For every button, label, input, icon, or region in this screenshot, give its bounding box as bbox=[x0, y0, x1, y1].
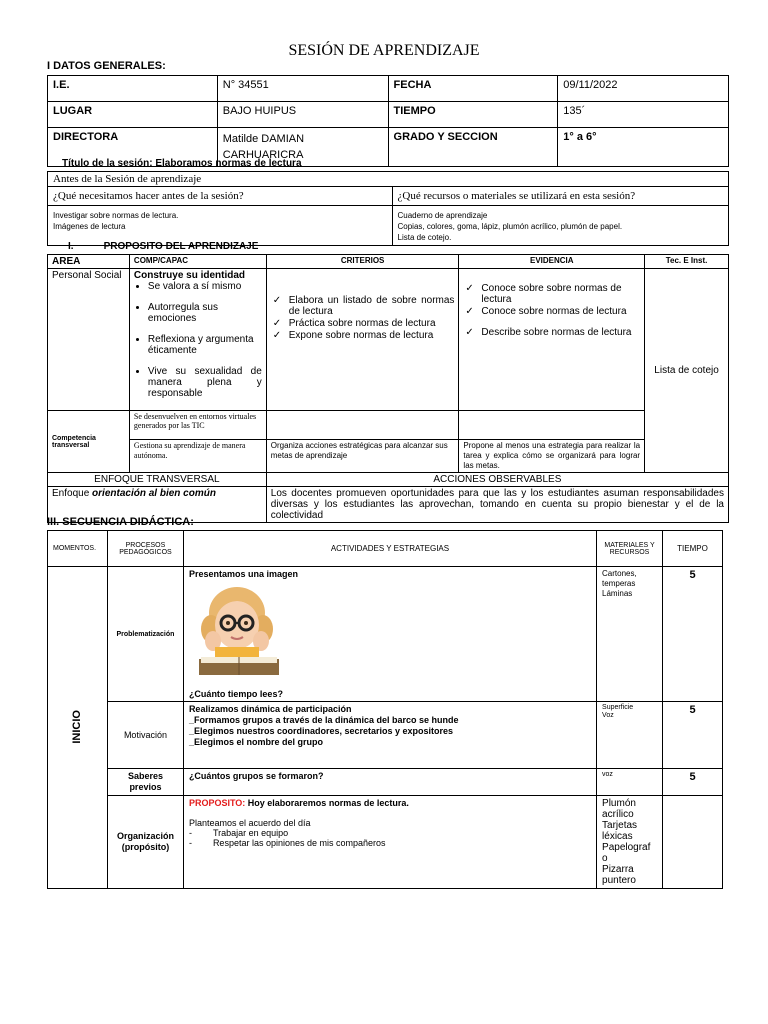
table-cell: GRADO Y SECCION bbox=[388, 128, 558, 167]
proceso-cell: Saberes previos bbox=[107, 769, 183, 796]
girl-reading-image bbox=[191, 583, 283, 681]
proceso-cell: Organización (propósito) bbox=[107, 796, 183, 889]
list-item: _Elegimos el nombre del grupo bbox=[188, 737, 323, 747]
actividad-cell bbox=[183, 567, 596, 702]
table-row bbox=[48, 172, 729, 187]
list-item: _Elegimos nuestros coordinadores, secretarios y expositores bbox=[188, 726, 454, 736]
area-cell: Personal Social bbox=[48, 269, 130, 411]
table-cell: FECHA bbox=[388, 76, 558, 102]
list-item: • Autorregula sus emociones bbox=[148, 302, 262, 324]
page-title: SESIÓN DE APRENDIZAJE bbox=[288, 42, 480, 59]
table-cell: Matilde DAMIAN CARHUARICRA bbox=[217, 128, 388, 167]
transversal-label: Competencia transversal bbox=[48, 411, 130, 473]
table-row bbox=[48, 769, 723, 796]
evidencias-list bbox=[463, 283, 640, 338]
proposito-label: PROPOSITO: bbox=[188, 798, 246, 808]
datos-generales-heading: I DATOS GENERALES: bbox=[47, 60, 166, 72]
table-cell: 09/11/2022 bbox=[558, 76, 729, 102]
table-header: MATERIALES Y RECURSOS bbox=[597, 531, 663, 567]
tiempo-cell: 5 bbox=[663, 567, 723, 702]
transversal-2-evidencia: Propone al menos una estrategia para realizar la tarea y explica cómo se organizará para lograr las metas. bbox=[459, 440, 645, 473]
momento-cell bbox=[48, 567, 108, 889]
tiempo-cell: 5 bbox=[663, 702, 723, 769]
capacidades-list bbox=[134, 281, 262, 399]
table-row bbox=[48, 269, 729, 411]
proposito-heading bbox=[68, 241, 258, 252]
list-item: Plumón bbox=[602, 798, 636, 809]
antes-question-2: ¿Qué recursos o materiales se utilizará en esta sesión? bbox=[392, 187, 729, 206]
table-row bbox=[48, 411, 729, 440]
proceso-cell: Motivación bbox=[107, 702, 183, 769]
enfoque-header: ENFOQUE TRANSVERSAL bbox=[48, 473, 267, 487]
actividad-cell: ¿Cuántos grupos se formaron? bbox=[183, 769, 596, 796]
transversal-1: Se desenvuelven en entornos virtuales generados por las TIC bbox=[129, 411, 266, 440]
list-item: Lista de cotejo. bbox=[397, 233, 452, 242]
list-item: Papelograf bbox=[602, 842, 651, 853]
table-row bbox=[48, 440, 729, 473]
table-cell: I.E. bbox=[48, 76, 218, 102]
table-row bbox=[48, 206, 729, 246]
tiempo-cell bbox=[663, 796, 723, 889]
acciones-cell: Los docentes promueven oportunidades para que las y los estudiantes asuman responsabilidades diversas y los estudiantes las aprovechan, tomando en cuenta su propio bienestar y el de la colectividad bbox=[266, 487, 728, 523]
table-cell: N° 34551 bbox=[217, 76, 388, 102]
list-item: puntero bbox=[602, 875, 636, 886]
table-cell: TIEMPO bbox=[388, 102, 558, 128]
list-item-label: Trabajar en equipo bbox=[212, 828, 289, 838]
section-number: I. bbox=[68, 241, 74, 252]
table-row bbox=[48, 255, 729, 269]
acuerdo-text: Planteamos el acuerdo del día bbox=[188, 818, 311, 828]
table-header: AREA bbox=[48, 255, 130, 269]
list-item: ✓ Describe sobre normas de lectura bbox=[463, 327, 640, 338]
table-header: Tec. E Inst. bbox=[645, 255, 729, 269]
list-item: Imágenes de lectura bbox=[53, 222, 126, 231]
list-item: léxicas bbox=[602, 831, 633, 842]
list-item: Investigar sobre normas de lectura. bbox=[53, 211, 179, 220]
materiales-cell bbox=[597, 567, 663, 702]
enfoque-prefix: Enfoque bbox=[52, 488, 90, 499]
list-item: - Respetar las opiniones de mis compañeros bbox=[188, 838, 386, 848]
list-item: Pizarra bbox=[602, 864, 634, 875]
table-cell: LUGAR bbox=[48, 102, 218, 128]
table-header: COMP/CAPAC bbox=[129, 255, 266, 269]
list-item: ✓ Conoce sobre sobre normas de lectura bbox=[463, 283, 640, 305]
actividad-text: Presentamos una imagen bbox=[188, 569, 298, 579]
capacidades-cell bbox=[129, 269, 266, 411]
tiempo-cell: 5 bbox=[663, 769, 723, 796]
actividad-cell bbox=[183, 702, 596, 769]
actividad-cell bbox=[183, 796, 596, 889]
list-item: Superficie bbox=[602, 704, 634, 711]
table-header: TIEMPO bbox=[663, 531, 723, 567]
list-item: • Se valora a sí mismo bbox=[148, 281, 262, 292]
session-title: Título de la sesión: Elaboramos normas de lectura bbox=[62, 158, 302, 169]
proposito-line bbox=[189, 798, 591, 808]
table-row bbox=[48, 102, 729, 128]
table-header: MOMENTOS. bbox=[48, 531, 108, 567]
section-label: PROPOSITO DEL APRENDIZAJE bbox=[103, 241, 259, 252]
table-header: PROCESOS PEDAGÓGICOS bbox=[107, 531, 183, 567]
empty-cell bbox=[266, 411, 459, 440]
table-cell: BAJO HUIPUS bbox=[217, 102, 388, 128]
list-item: ✓ Conoce sobre normas de lectura bbox=[463, 306, 640, 317]
secuencia-heading: III. SECUENCIA DIDÁCTICA: bbox=[47, 516, 194, 528]
table-cell: 135´ bbox=[558, 102, 729, 128]
list-item: • Reflexiona y argumenta éticamente bbox=[148, 334, 262, 356]
list-item: Cartones, bbox=[602, 569, 637, 578]
list-item: - Trabajar en equipo bbox=[188, 828, 289, 838]
empty-cell bbox=[459, 411, 645, 440]
table-row bbox=[48, 76, 729, 102]
antes-table bbox=[47, 171, 729, 246]
table-header: CRITERIOS bbox=[266, 255, 459, 269]
table-row bbox=[48, 796, 723, 889]
table-row bbox=[48, 567, 723, 702]
proposito-table bbox=[47, 254, 729, 523]
list-item: Láminas bbox=[602, 589, 633, 598]
momento-label: INICIO bbox=[71, 709, 84, 744]
table-header: EVIDENCIA bbox=[459, 255, 645, 269]
list-item: Voz bbox=[602, 712, 614, 719]
secuencia-table bbox=[47, 530, 723, 889]
list-item: Cuaderno de aprendizaje bbox=[397, 211, 488, 220]
list-item: acrílico bbox=[602, 809, 634, 820]
proceso-cell: Problematización bbox=[107, 567, 183, 702]
actividad-question: ¿Cuánto tiempo lees? bbox=[188, 689, 283, 699]
transversal-2-criterio: Organiza acciones estratégicas para alcanzar sus metas de aprendizaje bbox=[266, 440, 459, 473]
datos-generales-table bbox=[47, 75, 729, 167]
list-item: ✓ Práctica sobre normas de lectura bbox=[271, 318, 455, 329]
list-item: o bbox=[602, 853, 608, 864]
antes-question-1: ¿Qué necesitamos hacer antes de la sesión? bbox=[48, 187, 393, 206]
instrumento-cell: Lista de cotejo bbox=[645, 269, 729, 473]
list-item: ✓ Elabora un listado de sobre normas de lectura bbox=[271, 295, 455, 317]
list-item: Tarjetas bbox=[602, 820, 638, 831]
table-row bbox=[48, 531, 723, 567]
list-item-label: Respetar las opiniones de mis compañeros bbox=[212, 838, 386, 848]
table-header: ACTIVIDADES Y ESTRATEGIAS bbox=[183, 531, 596, 567]
list-item: Realizamos dinámica de participación bbox=[188, 704, 352, 714]
evidencias-cell bbox=[459, 269, 645, 411]
table-row bbox=[48, 187, 729, 206]
table-row bbox=[48, 473, 729, 487]
table-cell: 1° a 6° bbox=[558, 128, 729, 167]
materiales-cell: voz bbox=[597, 769, 663, 796]
criterios-list bbox=[271, 295, 455, 341]
antes-header: Antes de la Sesión de aprendizaje bbox=[48, 172, 729, 187]
materiales-cell bbox=[597, 702, 663, 769]
list-item: temperas bbox=[602, 579, 636, 588]
competencia-label: Construye su identidad bbox=[133, 270, 246, 281]
list-item: _Formamos grupos a través de la dinámica del barco se hunde bbox=[188, 715, 459, 725]
list-item: ✓ Expone sobre normas de lectura bbox=[271, 330, 455, 341]
materiales-cell bbox=[597, 796, 663, 889]
list-item: • Vive su sexualidad de manera plena y responsable bbox=[148, 366, 262, 399]
table-cell: DIRECTORA bbox=[48, 128, 218, 167]
proposito-text: Hoy elaboraremos normas de lectura. bbox=[245, 798, 409, 808]
criterios-cell bbox=[266, 269, 459, 411]
table-row bbox=[48, 702, 723, 769]
antes-answer-1 bbox=[48, 206, 393, 246]
transversal-2: Gestiona su aprendizaje de manera autónoma. bbox=[129, 440, 266, 473]
enfoque-name: orientación al bien común bbox=[92, 488, 216, 499]
list-item: Copias, colores, goma, lápiz, plumón acrílico, plumón de papel. bbox=[397, 222, 623, 231]
antes-answer-2 bbox=[392, 206, 729, 246]
acciones-header: ACCIONES OBSERVABLES bbox=[266, 473, 728, 487]
